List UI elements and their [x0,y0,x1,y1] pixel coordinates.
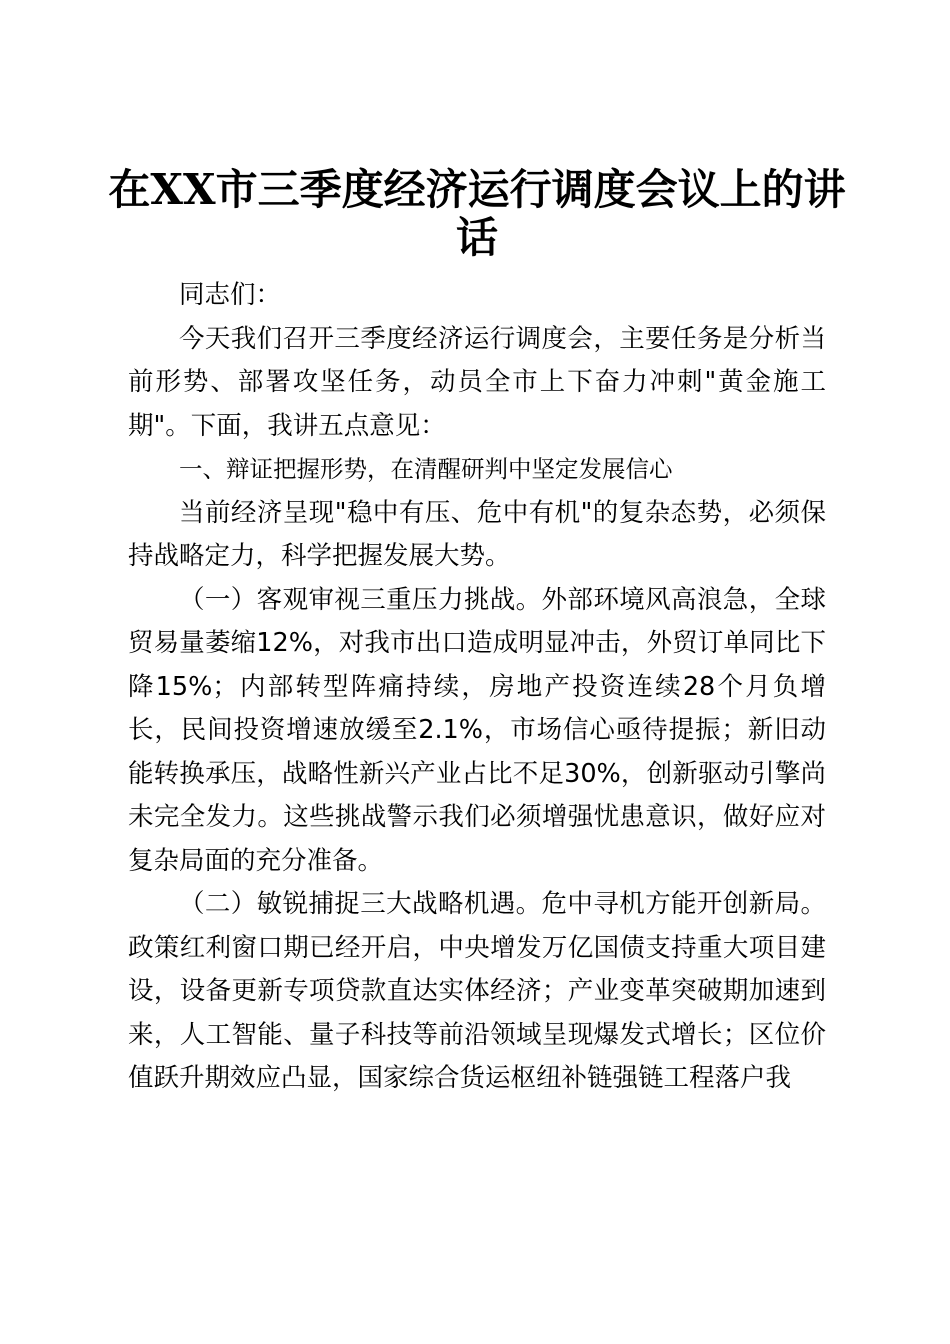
paragraph-pressures: （一）客观审视三重压力挑战。外部环境风高浪急，全球贸易量萎缩12%，对我市出口造成明显冲击，外贸订单同比下降15%；内部转型阵痛持续，房地产投资连续28个月负增长，民间投资增速放缓至2.1%，市场信心亟待提振；新旧动能转换承压，战略性新兴产业占比不足30%，创新驱动引擎尚未完全发力。这些挑战警示我们必须增强忧患意识，做好应对复杂局面的充分准备。 [128,584,826,876]
document-page [108,165,846,1101]
paragraph-intro: 今天我们召开三季度经济运行调度会，主要任务是分析当前形势、部署攻坚任务，动员全市上下奋力冲刺"黄金施工期"。下面，我讲五点意见： [128,323,826,441]
salutation: 同志们： [179,280,282,310]
paragraph-opportunities: （二）敏锐捕捉三大战略机遇。危中寻机方能开创新局。政策红利窗口期已经开启，中央增发万亿国债支持重大项目建设，设备更新专项贷款直达实体经济；产业变革突破期加速到来，人工智能、量子科技等前沿领域呈现爆发式增长；区位价值跃升期效应凸显，国家综合货运枢纽补链强链工程落户我 [128,889,826,1093]
document-title: 在XX市三季度经济运行调度会议上的讲话 [108,165,846,262]
paragraph-situation: 当前经济呈现"稳中有压、危中有机"的复杂态势，必须保持战略定力，科学把握发展大势。 [128,497,826,571]
section-heading-1: 一、辩证把握形势，在清醒研判中坚定发展信心 [179,455,673,483]
